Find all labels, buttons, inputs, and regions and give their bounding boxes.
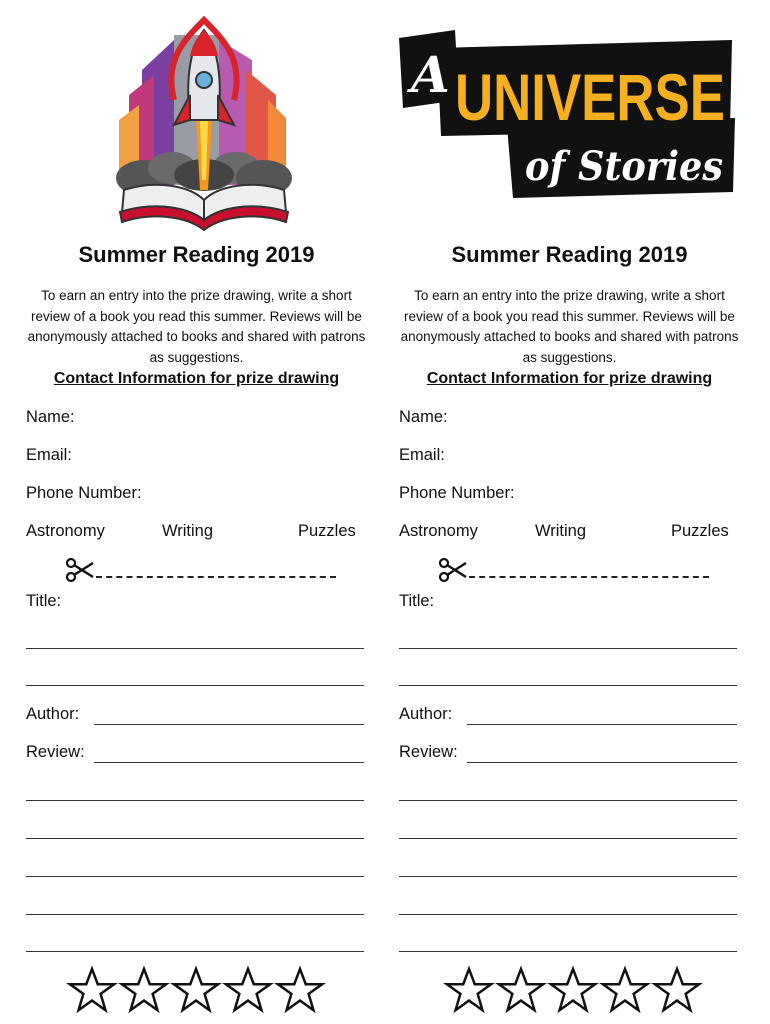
category-writing: Writing: [162, 522, 214, 540]
contact-heading: Contact Information for prize drawing: [53, 370, 340, 387]
review-field-label: Review:: [399, 743, 458, 761]
review-blank-line: [399, 838, 737, 839]
review-blank-line: [26, 800, 364, 801]
star-outline-icon[interactable]: [497, 966, 545, 1014]
star-outline-icon[interactable]: [549, 966, 597, 1014]
category-astronomy: Astronomy: [399, 522, 478, 540]
title-field-label: Title:: [399, 592, 435, 610]
phone-field-label: Phone Number:: [399, 484, 515, 502]
category-writing: Writing: [535, 522, 587, 540]
review-blank-line: [399, 951, 737, 952]
star-outline-icon[interactable]: [653, 966, 701, 1014]
title-blank-line: [26, 685, 364, 686]
scissors-icon: [66, 558, 94, 587]
title-field-label: Title:: [26, 592, 62, 610]
flyer-instructions: To earn an entry into the prize drawing, write a short review of a book you read this summer. Reviews will be anonymously attached to books and shared with patrons as suggestions.: [27, 288, 366, 365]
dashed-cut-line: [469, 576, 709, 578]
logo-letter-a: A: [411, 45, 450, 104]
logo-of-stories: of Stories: [525, 143, 723, 190]
cut-line: [439, 556, 709, 582]
review-blank-line: [26, 914, 364, 915]
title-blank-line: [399, 685, 737, 686]
dashed-cut-line: [96, 576, 336, 578]
bookmark-left: [24, 0, 369, 1024]
star-outline-icon[interactable]: [120, 966, 168, 1014]
author-field-label: Author:: [399, 705, 453, 723]
author-field-label: Author:: [26, 705, 80, 723]
star-rating: [445, 966, 705, 1014]
star-outline-icon[interactable]: [224, 966, 272, 1014]
category-astronomy: Astronomy: [26, 522, 105, 540]
author-blank-line: [94, 724, 364, 725]
review-blank-line: [26, 951, 364, 952]
name-field-label: Name:: [26, 408, 75, 426]
flyer-instructions: To earn an entry into the prize drawing, write a short review of a book you read this summer. Reviews will be anonymously attached to books and shared with patrons as suggestions.: [400, 288, 739, 365]
universe-of-stories-logo: [397, 0, 742, 235]
review-field-label: Review:: [26, 743, 85, 761]
star-outline-icon[interactable]: [172, 966, 220, 1014]
review-blank-line: [26, 876, 364, 877]
flyer-title: Summer Reading 2019: [78, 242, 315, 267]
author-blank-line: [467, 724, 737, 725]
email-field-label: Email:: [26, 446, 72, 464]
star-outline-icon[interactable]: [445, 966, 493, 1014]
star-outline-icon[interactable]: [601, 966, 649, 1014]
category-puzzles: Puzzles: [671, 522, 729, 540]
cut-line: [66, 556, 336, 582]
star-outline-icon[interactable]: [68, 966, 116, 1014]
scissors-icon: [439, 558, 467, 587]
phone-field-label: Phone Number:: [26, 484, 142, 502]
contact-heading: Contact Information for prize drawing: [426, 370, 713, 387]
category-puzzles: Puzzles: [298, 522, 356, 540]
review-blank-line: [399, 800, 737, 801]
star-outline-icon[interactable]: [276, 966, 324, 1014]
rocket-book-logo: [24, 0, 369, 235]
email-field-label: Email:: [399, 446, 445, 464]
review-blank-line: [399, 914, 737, 915]
review-blank-line: [399, 876, 737, 877]
star-rating: [68, 966, 328, 1014]
bookmark-right: [397, 0, 742, 1024]
review-blank-line: [94, 762, 364, 763]
logo-universe: UNIVERSE: [455, 60, 725, 134]
flyer-title: Summer Reading 2019: [451, 242, 688, 267]
review-blank-line: [467, 762, 737, 763]
review-blank-line: [26, 838, 364, 839]
title-blank-line: [26, 648, 364, 649]
name-field-label: Name:: [399, 408, 448, 426]
title-blank-line: [399, 648, 737, 649]
